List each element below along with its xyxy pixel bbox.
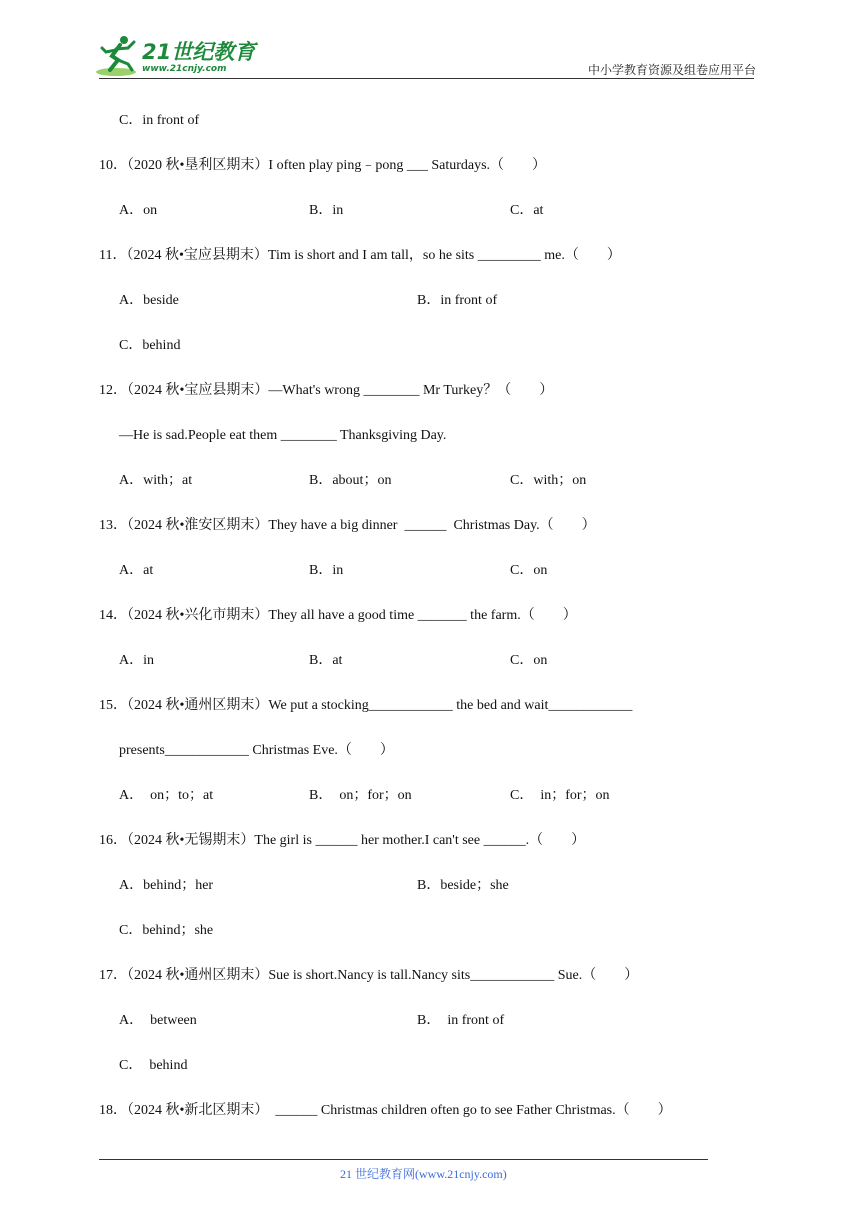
question-line: 16．（2024 秋•无锡期末）The girl is ______ her mother.I can't see ______.（ ） [99, 833, 586, 848]
question-line: 18．（2024 秋•新北区期末） ______ Christmas children often go to see Father Christmas.（ ） [99, 1103, 672, 1118]
answer-option: B．in front of [417, 293, 498, 308]
question-line: 14．（2024 秋•兴化市期末）They all have a good time _______ the farm.（ ） [99, 608, 577, 623]
answer-option: B． on；for；on [309, 788, 412, 803]
answer-option: A．on [119, 203, 158, 218]
answer-option: C．with；on [510, 473, 587, 488]
site-logo [94, 34, 264, 80]
platform-title: 中小学教育资源及组卷应用平台 [587, 63, 756, 77]
answer-option: C． in；for；on [510, 788, 610, 803]
question-line: presents____________ Christmas Eve.（ ） [119, 743, 394, 758]
answer-option: B．beside；she [417, 878, 509, 893]
header-divider [99, 78, 754, 79]
answer-option: C．on [510, 563, 548, 578]
question-line: 17．（2024 秋•通州区期末）Sue is short.Nancy is tall.Nancy sits____________ Sue.（ ） [99, 968, 639, 983]
answer-option: A．with；at [119, 473, 193, 488]
answer-option: C．on [510, 653, 548, 668]
answer-option: B．in [309, 203, 344, 218]
answer-option: A．at [119, 563, 154, 578]
answer-option: B．about；on [309, 473, 392, 488]
question-line: C．behind；she [119, 923, 214, 938]
answer-option: A．behind；her [119, 878, 214, 893]
answer-option: C．at [510, 203, 544, 218]
logo-text: 21世纪教育 [142, 40, 256, 64]
answer-option: B．at [309, 653, 343, 668]
answer-option: A． between [119, 1013, 197, 1028]
question-line: C．in front of [119, 113, 200, 128]
answer-option: B．in [309, 563, 344, 578]
answer-option: A．beside [119, 293, 179, 308]
answer-option: A． on；to；at [119, 788, 214, 803]
answer-option: A．in [119, 653, 154, 668]
page-header [0, 0, 860, 80]
logo-url: www.21cnjy.com [142, 64, 227, 74]
question-line: 11．（2024 秋•宝应县期末）Tim is short and I am tall，so he sits _________ me.（ ） [99, 248, 621, 263]
question-line: 13．（2024 秋•淮安区期末）They have a big dinner ______ Christmas Day.（ ） [99, 518, 596, 533]
runner-logo-icon [94, 34, 142, 78]
question-line: C．behind [119, 338, 181, 353]
question-line: C． behind [119, 1058, 188, 1073]
answer-option: B． in front of [417, 1013, 505, 1028]
footer-link[interactable]: 21 世纪教育网(www.21cnjy.com) [340, 1167, 507, 1181]
question-line: 15．（2024 秋•通州区期末）We put a stocking____________ the bed and wait____________ [99, 698, 633, 713]
question-line: 10．（2020 秋•垦利区期末）I often play ping﹣pong ___ Saturdays.（ ） [99, 158, 547, 173]
question-line: 12．（2024 秋•宝应县期末）—What's wrong ________ Mr Turkey？（ ） [99, 383, 554, 398]
question-line: —He is sad.People eat them ________ Thanksgiving Day. [119, 428, 447, 443]
footer-divider [99, 1159, 708, 1160]
